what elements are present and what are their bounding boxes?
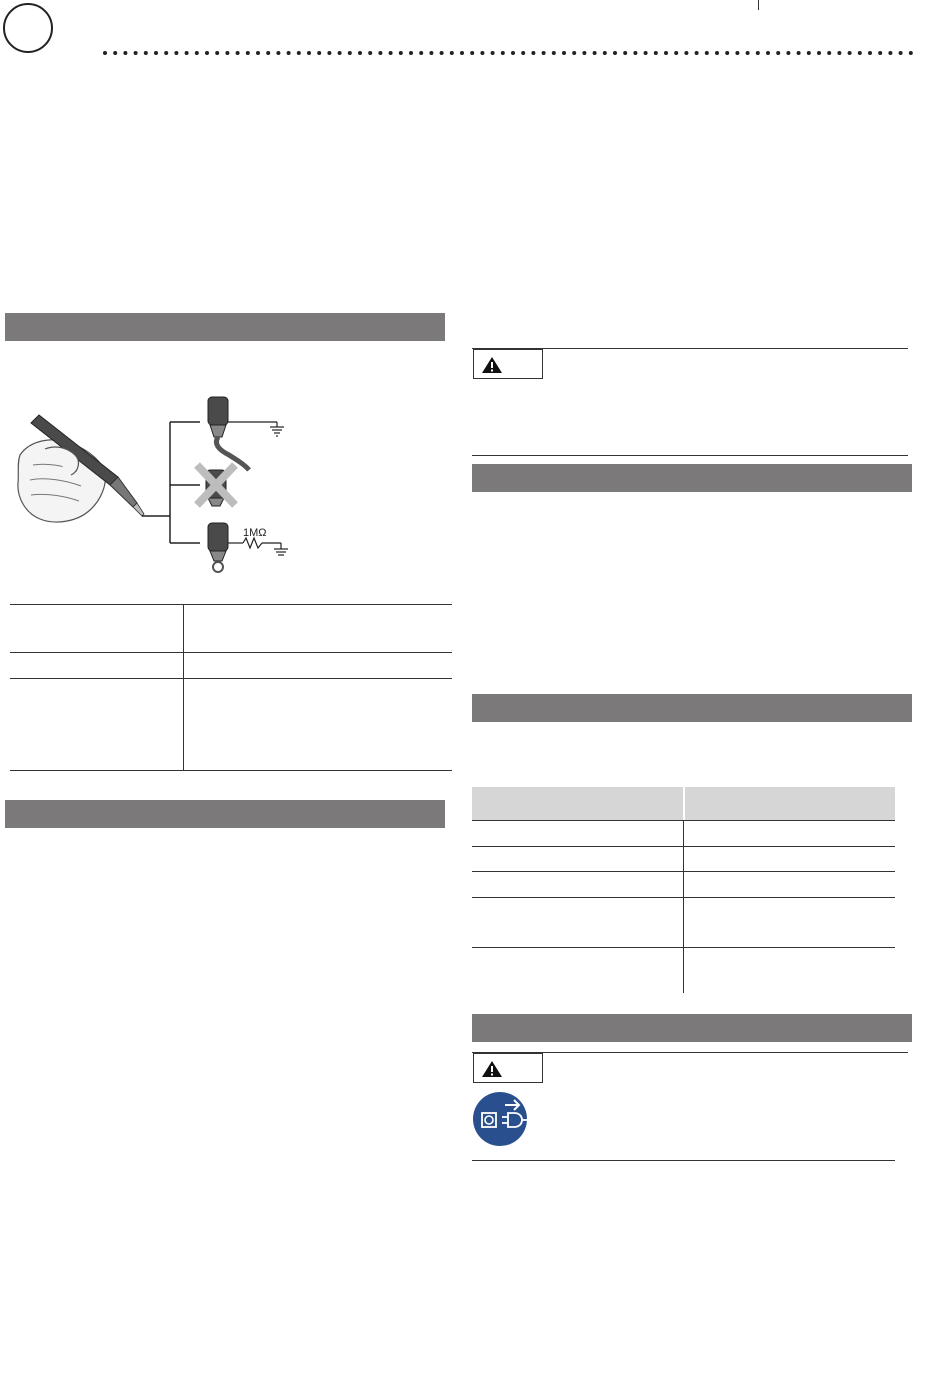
page-badge-circle bbox=[3, 3, 53, 53]
header-dot bbox=[276, 51, 280, 55]
warning-1-label-box bbox=[473, 349, 543, 379]
left-table-rule-bottom bbox=[10, 770, 452, 771]
header-dot bbox=[817, 51, 821, 55]
header-dot bbox=[654, 51, 658, 55]
header-dot bbox=[511, 51, 515, 55]
header-dot bbox=[848, 51, 852, 55]
right-table-divider bbox=[683, 820, 684, 993]
header-dot bbox=[113, 51, 117, 55]
header-dot bbox=[623, 51, 627, 55]
header-dot bbox=[827, 51, 831, 55]
warning-2-rule-bottom bbox=[472, 1160, 895, 1161]
warning-triangle-icon bbox=[481, 1060, 503, 1078]
header-dot bbox=[358, 51, 362, 55]
header-dot bbox=[868, 51, 872, 55]
header-dot bbox=[552, 51, 556, 55]
page-binding-line bbox=[758, 0, 759, 10]
header-dot bbox=[613, 51, 617, 55]
header-dot bbox=[144, 51, 148, 55]
header-dot bbox=[858, 51, 862, 55]
tip-direct-ground-illustration bbox=[208, 397, 284, 470]
header-dot bbox=[715, 51, 719, 55]
header-dot bbox=[134, 51, 138, 55]
header-dot bbox=[725, 51, 729, 55]
header-dot bbox=[695, 51, 699, 55]
header-dot bbox=[266, 51, 270, 55]
header-dot bbox=[399, 51, 403, 55]
header-dot bbox=[378, 51, 382, 55]
header-dot bbox=[786, 51, 790, 55]
header-dot bbox=[837, 51, 841, 55]
header-dot bbox=[644, 51, 648, 55]
header-dot bbox=[348, 51, 352, 55]
header-dot bbox=[705, 51, 709, 55]
header-dot bbox=[450, 51, 454, 55]
header-dot bbox=[205, 51, 209, 55]
header-dot bbox=[633, 51, 637, 55]
header-dot bbox=[164, 51, 168, 55]
header-dot bbox=[735, 51, 739, 55]
header-dot bbox=[317, 51, 321, 55]
header-dot bbox=[521, 51, 525, 55]
header-dot bbox=[593, 51, 597, 55]
header-dot bbox=[185, 51, 189, 55]
header-dot bbox=[746, 51, 750, 55]
header-dot bbox=[174, 51, 178, 55]
header-dot bbox=[664, 51, 668, 55]
header-dot bbox=[307, 51, 311, 55]
header-dot bbox=[582, 51, 586, 55]
header-dot bbox=[909, 51, 913, 55]
header-dot bbox=[225, 51, 229, 55]
header-dot bbox=[440, 51, 444, 55]
header-dot bbox=[470, 51, 474, 55]
warning-triangle-icon bbox=[481, 356, 503, 374]
header-dot bbox=[327, 51, 331, 55]
right-table-header-col-2 bbox=[685, 787, 895, 820]
header-dot bbox=[807, 51, 811, 55]
header-dot bbox=[246, 51, 250, 55]
grounding-figure bbox=[15, 385, 305, 585]
header-dot bbox=[501, 51, 505, 55]
header-dot bbox=[297, 51, 301, 55]
header-dot bbox=[562, 51, 566, 55]
header-dot bbox=[480, 51, 484, 55]
header-dot bbox=[899, 51, 903, 55]
header-dot bbox=[756, 51, 760, 55]
header-dot bbox=[888, 51, 892, 55]
header-dot bbox=[409, 51, 413, 55]
section-bar-right-2 bbox=[472, 694, 912, 722]
hand-holding-soldering-iron-illustration bbox=[18, 415, 144, 522]
header-dot bbox=[572, 51, 576, 55]
left-table-rule-top bbox=[10, 604, 452, 605]
left-table-rule-3 bbox=[10, 678, 452, 679]
left-table-divider bbox=[183, 604, 184, 770]
header-dot bbox=[123, 51, 127, 55]
left-table-rule-2 bbox=[10, 652, 452, 653]
tip-resistor-ground-illustration bbox=[208, 523, 288, 572]
section-bar-left-1 bbox=[5, 313, 445, 341]
header-dot bbox=[531, 51, 535, 55]
section-bar-right-1 bbox=[472, 464, 912, 492]
section-bar-left-2 bbox=[5, 800, 445, 828]
tip-floating-not-allowed-illustration bbox=[197, 465, 235, 506]
header-dot bbox=[103, 51, 107, 55]
header-dot bbox=[195, 51, 199, 55]
header-dot bbox=[674, 51, 678, 55]
section-bar-right-3 bbox=[472, 1014, 912, 1042]
header-dot bbox=[491, 51, 495, 55]
header-dot bbox=[542, 51, 546, 55]
header-dot bbox=[338, 51, 342, 55]
unplug-power-icon bbox=[472, 1091, 528, 1147]
header-dot bbox=[389, 51, 393, 55]
header-dot bbox=[797, 51, 801, 55]
header-dot bbox=[460, 51, 464, 55]
header-dot bbox=[429, 51, 433, 55]
header-dot bbox=[215, 51, 219, 55]
header-dot bbox=[776, 51, 780, 55]
resistor-value-label: 1MΩ bbox=[243, 527, 267, 539]
warning-1-rule-bottom bbox=[472, 455, 908, 456]
header-dot bbox=[684, 51, 688, 55]
header-dotted-rule bbox=[100, 47, 920, 59]
header-dot bbox=[256, 51, 260, 55]
header-dot bbox=[287, 51, 291, 55]
header-dot bbox=[236, 51, 240, 55]
header-dot bbox=[603, 51, 607, 55]
header-dot bbox=[154, 51, 158, 55]
header-dot bbox=[368, 51, 372, 55]
warning-2-label-box bbox=[473, 1053, 543, 1083]
right-table-header-col-1 bbox=[472, 787, 683, 820]
header-dot bbox=[878, 51, 882, 55]
header-dot bbox=[419, 51, 423, 55]
header-dot bbox=[766, 51, 770, 55]
